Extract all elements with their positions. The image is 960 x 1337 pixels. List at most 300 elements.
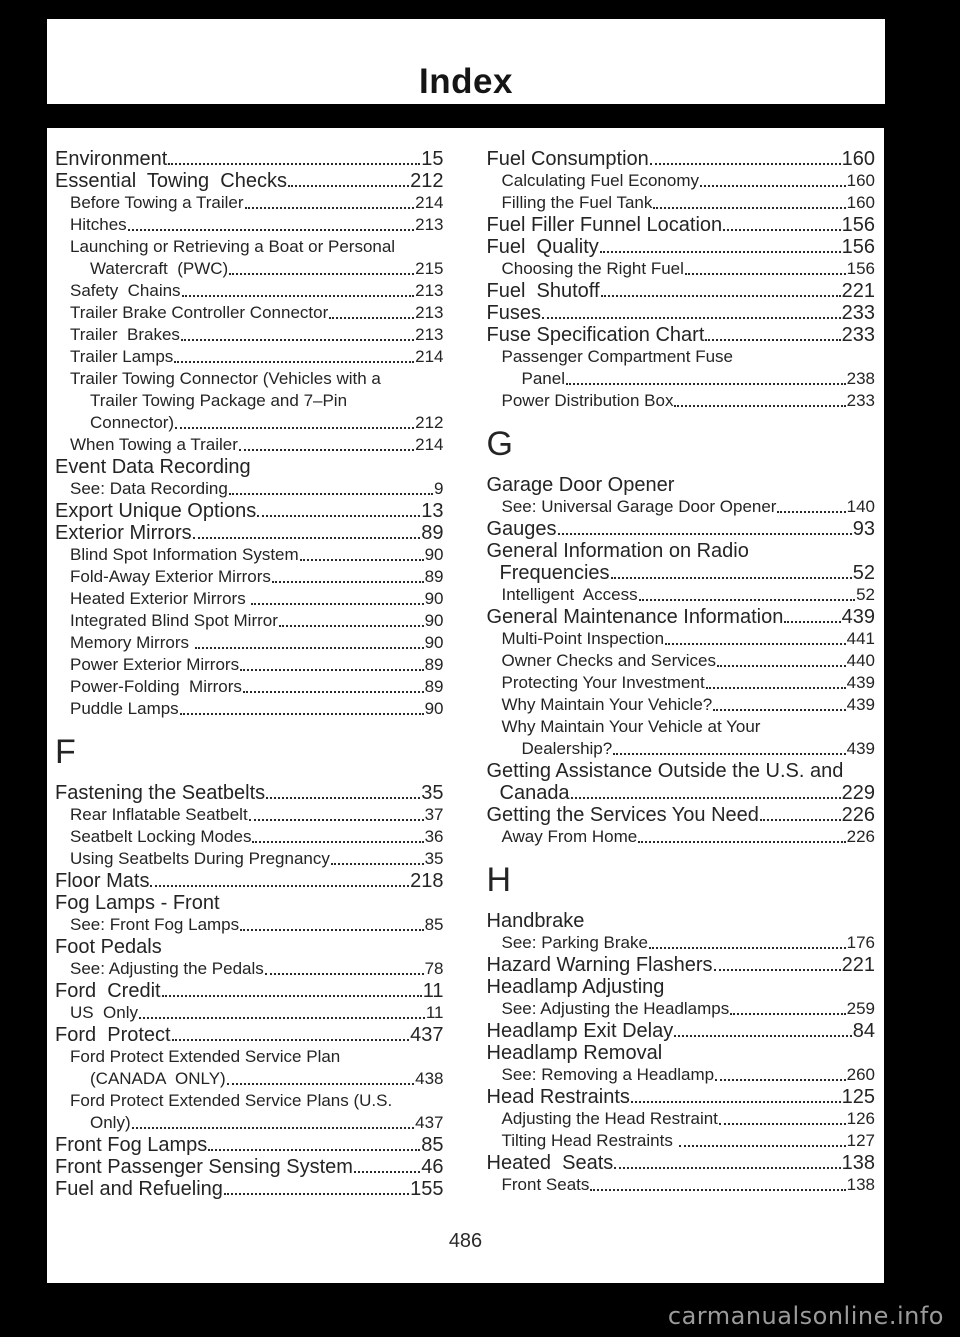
entry-label: Adjusting the Head Restraint — [501, 1109, 718, 1128]
entry-page-number: 212 — [410, 170, 444, 192]
index-entry — [55, 544, 444, 566]
dot-leader — [300, 559, 424, 561]
index-entry — [487, 1086, 876, 1108]
entry-label: See: Adjusting the Headlamps — [501, 999, 730, 1018]
index-entry — [55, 1046, 444, 1068]
entry-label: Heated Exterior Mirrors — [70, 589, 251, 608]
index-entry — [55, 698, 444, 720]
entry-label: See: Removing a Headlamp — [501, 1065, 715, 1084]
entry-label: Front Passenger Sensing System — [55, 1156, 353, 1178]
index-entry — [55, 1134, 444, 1156]
entry-label: Integrated Blind Spot Mirror — [70, 611, 278, 630]
entry-label: Headlamp Adjusting — [486, 976, 665, 998]
section-letter: H — [486, 861, 512, 899]
entry-label: Puddle Lamps — [70, 699, 179, 718]
entry-label: Dealership? — [521, 739, 613, 758]
entry-label: Fuel Shutoff — [486, 280, 600, 302]
entry-page-number: 36 — [424, 827, 444, 846]
index-entry — [55, 522, 444, 544]
dot-leader — [715, 1079, 846, 1081]
entry-label: Trailer Brakes — [70, 325, 180, 344]
dot-leader — [590, 1189, 845, 1191]
index-entry — [55, 848, 444, 870]
entry-label: Fuel Filler Funnel Location — [486, 214, 723, 236]
index-entry — [487, 976, 876, 998]
entry-label: Hazard Warning Flashers — [486, 954, 713, 976]
index-entry — [487, 368, 876, 390]
index-entry — [55, 1156, 444, 1178]
index-columns — [55, 148, 875, 1200]
dot-leader — [631, 1101, 841, 1103]
index-entry — [55, 782, 444, 804]
entry-page-number: 46 — [421, 1156, 444, 1178]
dot-leader — [723, 229, 840, 231]
index-entry — [55, 456, 444, 478]
index-entry — [55, 1024, 444, 1046]
dot-leader — [162, 995, 422, 997]
entry-label: Event Data Recording — [55, 456, 251, 478]
dot-leader — [638, 841, 845, 843]
entry-label: Only) — [90, 1113, 131, 1132]
entry-label: See: Parking Brake — [501, 933, 648, 952]
index-entry — [55, 804, 444, 826]
entry-label: Before Towing a Trailer — [70, 193, 244, 212]
entry-label: Calculating Fuel Economy — [501, 171, 699, 190]
entry-label: Power Distribution Box — [501, 391, 674, 410]
dot-leader — [239, 449, 414, 451]
entry-page-number: 213 — [415, 281, 444, 300]
entry-label: Safety Chains — [70, 281, 181, 300]
dot-leader — [168, 163, 420, 165]
dot-leader — [558, 533, 852, 535]
index-entry — [487, 1020, 876, 1042]
entry-page-number: 238 — [846, 369, 875, 388]
index-entry — [487, 694, 876, 716]
index-entry — [487, 170, 876, 192]
index-entry — [487, 518, 876, 540]
entry-label: Ford Credit — [55, 980, 161, 1002]
entry-page-number: 15 — [421, 148, 444, 170]
dot-leader — [243, 691, 424, 693]
index-entry — [55, 346, 444, 368]
entry-label: Why Maintain Your Vehicle? — [501, 695, 713, 714]
entry-label: Multi-Point Inspection — [501, 629, 665, 648]
entry-label: Watercraft (PWC) — [90, 259, 229, 278]
entry-page-number: 11 — [425, 1003, 444, 1022]
dot-leader — [229, 493, 433, 495]
dot-leader — [614, 1167, 840, 1169]
entry-page-number: 213 — [415, 215, 444, 234]
entry-label: Hitches — [70, 215, 127, 234]
entry-page-number: 127 — [846, 1131, 875, 1150]
index-entry — [55, 1090, 444, 1112]
header-band — [47, 19, 885, 104]
dot-leader — [777, 511, 845, 513]
entry-page-number: 229 — [841, 782, 875, 804]
index-entry — [487, 258, 876, 280]
entry-page-number: 84 — [852, 1020, 875, 1042]
dot-leader — [613, 753, 845, 755]
index-entry — [487, 1064, 876, 1086]
index-entry — [55, 980, 444, 1002]
dot-leader — [705, 339, 840, 341]
dot-leader — [252, 841, 423, 843]
dot-leader — [713, 709, 845, 711]
index-entry — [55, 676, 444, 698]
entry-page-number: 437 — [415, 1113, 444, 1132]
entry-label: Head Restraints — [486, 1086, 630, 1108]
index-entry — [487, 954, 876, 976]
entry-label: Trailer Lamps — [70, 347, 174, 366]
dot-leader — [224, 1193, 409, 1195]
dot-leader — [354, 1171, 420, 1173]
index-entry — [55, 1112, 444, 1134]
dot-leader — [571, 797, 841, 799]
entry-label: Choosing the Right Fuel — [501, 259, 684, 278]
index-entry — [55, 500, 444, 522]
entry-label: Fuse Specification Chart — [486, 324, 705, 346]
entry-page-number: 437 — [410, 1024, 444, 1046]
dot-leader — [272, 581, 424, 583]
index-entry — [55, 654, 444, 676]
entry-page-number: 215 — [415, 259, 444, 278]
index-entry — [55, 148, 444, 170]
entry-label: Launching or Retrieving a Boat or Personal — [70, 237, 396, 256]
dot-leader — [229, 273, 414, 275]
entry-page-number: 214 — [415, 193, 444, 212]
entry-page-number: 176 — [846, 933, 875, 952]
entry-page-number: 439 — [846, 673, 875, 692]
entry-label: Connector) — [90, 413, 175, 432]
entry-label: Exterior Mirrors — [55, 522, 192, 544]
entry-label: When Towing a Trailer — [70, 435, 238, 454]
index-entry — [487, 1152, 876, 1174]
entry-page-number: 214 — [415, 435, 444, 454]
index-entry — [487, 716, 876, 738]
entry-page-number: 85 — [424, 915, 444, 934]
entry-page-number: 90 — [424, 611, 444, 630]
entry-label: Garage Door Opener — [486, 474, 675, 496]
entry-label: Memory Mirrors — [70, 633, 194, 652]
dot-leader — [649, 947, 846, 949]
index-entry — [55, 412, 444, 434]
dot-leader — [208, 1149, 420, 1151]
entry-label: Frequencies — [499, 562, 610, 584]
dot-leader — [128, 229, 414, 231]
entry-page-number: 78 — [424, 959, 444, 978]
dot-leader — [150, 885, 409, 887]
index-column-right — [487, 148, 876, 1200]
index-entry — [487, 1108, 876, 1130]
index-entry — [487, 280, 876, 302]
entry-page-number: 441 — [846, 629, 875, 648]
entry-page-number: 260 — [846, 1065, 875, 1084]
entry-label: Headlamp Exit Delay — [486, 1020, 674, 1042]
entry-page-number: 35 — [424, 849, 444, 868]
index-entry — [487, 540, 876, 562]
index-entry — [55, 566, 444, 588]
entry-label: Fog Lamps - Front — [55, 892, 220, 914]
index-entry — [487, 192, 876, 214]
entry-label: Ford Protect Extended Service Plans (U.S. — [70, 1091, 393, 1110]
page-title: Index — [419, 62, 513, 101]
entry-label: Power-Folding Mirrors — [70, 677, 242, 696]
entry-label: Gauges — [486, 518, 557, 540]
entry-label: Fastening the Seatbelts — [55, 782, 266, 804]
entry-label: Headlamp Removal — [486, 1042, 663, 1064]
index-entry — [487, 584, 876, 606]
dot-leader — [329, 317, 414, 319]
entry-page-number: 93 — [852, 518, 875, 540]
entry-page-number: 213 — [415, 303, 444, 322]
entry-page-number: 155 — [410, 1178, 444, 1200]
index-entry — [55, 302, 444, 324]
dot-leader — [182, 295, 415, 297]
folio-page-number: 486 — [448, 1230, 483, 1252]
entry-page-number: 212 — [415, 413, 444, 432]
entry-page-number: 218 — [410, 870, 444, 892]
dot-leader — [193, 537, 421, 539]
entry-label: Owner Checks and Services — [501, 651, 716, 670]
index-entry — [55, 870, 444, 892]
entry-label: Trailer Towing Connector (Vehicles with a — [70, 369, 381, 388]
entry-page-number: 90 — [424, 699, 444, 718]
index-entry — [55, 914, 444, 936]
entry-label: Fold-Away Exterior Mirrors — [70, 567, 271, 586]
dot-leader — [760, 819, 841, 821]
entry-label: Passenger Compartment Fuse — [501, 347, 733, 366]
index-entry — [55, 324, 444, 346]
entry-label: Getting the Services You Need — [486, 804, 759, 826]
entry-label: Front Seats — [501, 1175, 590, 1194]
entry-label: Panel — [521, 369, 565, 388]
entry-page-number: 221 — [841, 280, 875, 302]
dot-leader — [639, 599, 856, 601]
index-entry — [55, 1068, 444, 1090]
entry-page-number: 438 — [415, 1069, 444, 1088]
dot-leader — [174, 361, 414, 363]
dot-leader — [653, 207, 845, 209]
index-entry — [55, 632, 444, 654]
index-entry — [55, 936, 444, 958]
entry-page-number: 90 — [424, 589, 444, 608]
dot-leader — [331, 863, 424, 865]
index-entry — [55, 280, 444, 302]
index-entry — [55, 958, 444, 980]
entry-page-number: 156 — [846, 259, 875, 278]
dot-leader — [566, 383, 846, 385]
entry-page-number: 233 — [841, 324, 875, 346]
dot-leader — [266, 797, 420, 799]
index-entry — [55, 610, 444, 632]
dot-leader — [700, 185, 846, 187]
entry-page-number: 233 — [841, 302, 875, 324]
index-entry — [487, 148, 876, 170]
index-entry — [55, 170, 444, 192]
dot-leader — [257, 515, 420, 517]
index-entry — [487, 782, 876, 804]
dot-leader — [665, 643, 846, 645]
dot-leader — [650, 163, 841, 165]
index-entry — [55, 214, 444, 236]
entry-label: See: Adjusting the Pedals — [70, 959, 264, 978]
dot-leader — [706, 687, 846, 689]
entry-page-number: 213 — [415, 325, 444, 344]
entry-page-number: 37 — [424, 805, 444, 824]
entry-label: General Information on Radio — [486, 540, 749, 562]
entry-page-number: 439 — [841, 606, 875, 628]
index-entry — [487, 606, 876, 628]
dot-leader — [172, 1039, 410, 1041]
dot-leader — [288, 185, 409, 187]
index-entry — [55, 236, 444, 258]
entry-label: Ford Protect — [55, 1024, 171, 1046]
index-entry — [55, 826, 444, 848]
index-entry — [55, 390, 444, 412]
index-entry — [55, 478, 444, 500]
entry-label: Power Exterior Mirrors — [70, 655, 240, 674]
dot-leader — [180, 713, 424, 715]
index-column-left — [55, 148, 444, 1200]
entry-label: Floor Mats — [55, 870, 150, 892]
index-entry — [487, 628, 876, 650]
entry-label: Trailer Brake Controller Connector — [70, 303, 329, 322]
index-entry — [55, 434, 444, 456]
index-entry — [55, 1002, 444, 1024]
dot-leader — [175, 427, 414, 429]
entry-label: See: Data Recording — [70, 479, 228, 498]
watermark-text: carmanualsonline.info — [667, 1302, 944, 1330]
entry-label: General Maintenance Information — [486, 606, 784, 628]
index-entry — [487, 932, 876, 954]
dot-leader — [730, 1013, 845, 1015]
dot-leader — [249, 819, 424, 821]
entry-page-number: 9 — [434, 479, 444, 498]
dot-leader — [717, 665, 846, 667]
index-entry — [487, 236, 876, 258]
index-entry — [487, 998, 876, 1020]
entry-label: Ford Protect Extended Service Plan — [70, 1047, 341, 1066]
index-entry — [487, 562, 876, 584]
entry-page-number: 160 — [846, 193, 875, 212]
entry-page-number: 439 — [846, 695, 875, 714]
entry-label: Trailer Towing Package and 7–Pin — [90, 391, 348, 410]
entry-page-number: 89 — [424, 567, 444, 586]
dot-leader — [181, 339, 414, 341]
entry-page-number: 156 — [841, 236, 875, 258]
entry-page-number: 140 — [846, 497, 875, 516]
entry-page-number: 221 — [841, 954, 875, 976]
section-letter: G — [486, 425, 513, 463]
entry-label: Fuel Consumption — [486, 148, 649, 170]
section-letter: F — [55, 733, 76, 771]
entry-label: Why Maintain Your Vehicle at Your — [501, 717, 761, 736]
entry-label: Heated Seats — [486, 1152, 614, 1174]
dot-leader — [245, 207, 415, 209]
entry-label: (CANADA ONLY) — [90, 1069, 226, 1088]
entry-label: Using Seatbelts During Pregnancy — [70, 849, 330, 868]
entry-page-number: 138 — [841, 1152, 875, 1174]
index-entry — [55, 192, 444, 214]
dot-leader — [240, 669, 423, 671]
index-entry — [487, 1174, 876, 1196]
entry-label: See: Universal Garage Door Opener — [501, 497, 777, 516]
entry-label: Foot Pedals — [55, 936, 162, 958]
dot-leader — [601, 295, 841, 297]
dot-leader — [240, 929, 423, 931]
dot-leader — [674, 1035, 852, 1037]
index-entry — [487, 672, 876, 694]
dot-leader — [674, 405, 845, 407]
entry-label: Blind Spot Information System — [70, 545, 299, 564]
index-entry — [55, 588, 444, 610]
dot-leader — [227, 1083, 414, 1085]
index-entry — [487, 324, 876, 346]
entry-label: Front Fog Lamps — [55, 1134, 208, 1156]
dot-leader — [784, 621, 840, 623]
entry-page-number: 90 — [424, 633, 444, 652]
entry-label: Fuel and Refueling — [55, 1178, 223, 1200]
dot-leader — [714, 969, 841, 971]
entry-page-number: 13 — [421, 500, 444, 522]
entry-page-number: 35 — [421, 782, 444, 804]
entry-page-number: 89 — [421, 522, 444, 544]
entry-page-number: 52 — [856, 585, 875, 604]
dot-leader — [195, 647, 424, 649]
index-entry — [487, 1130, 876, 1152]
index-entry — [487, 760, 876, 782]
entry-page-number: 233 — [846, 391, 875, 410]
entry-page-number: 89 — [424, 655, 444, 674]
index-page — [47, 128, 884, 1283]
entry-page-number: 160 — [841, 148, 875, 170]
entry-label: US Only — [70, 1003, 139, 1022]
entry-page-number: 440 — [846, 651, 875, 670]
index-entry — [487, 738, 876, 760]
entry-page-number: 138 — [846, 1175, 875, 1194]
entry-label: Intelligent Access — [501, 585, 638, 604]
entry-label: Fuses — [486, 302, 541, 324]
entry-page-number: 126 — [846, 1109, 875, 1128]
dot-leader — [139, 1017, 425, 1019]
entry-page-number: 11 — [422, 980, 444, 1002]
dot-leader — [265, 973, 424, 975]
entry-label: Essential Towing Checks — [55, 170, 287, 192]
index-entry — [487, 346, 876, 368]
entry-page-number: 85 — [421, 1134, 444, 1156]
entry-label: Seatbelt Locking Modes — [70, 827, 252, 846]
entry-page-number: 214 — [415, 347, 444, 366]
index-entry — [55, 1178, 444, 1200]
index-entry — [55, 368, 444, 390]
dot-leader — [679, 1145, 846, 1147]
entry-label: Filling the Fuel Tank — [501, 193, 653, 212]
dot-leader — [542, 317, 841, 319]
entry-label: Handbrake — [486, 910, 585, 932]
index-entry — [487, 474, 876, 496]
index-entry — [487, 390, 876, 412]
entry-label: See: Front Fog Lamps — [70, 915, 240, 934]
dot-leader — [251, 603, 423, 605]
entry-page-number: 52 — [852, 562, 875, 584]
entry-page-number: 160 — [846, 171, 875, 190]
entry-label: Tilting Head Restraints — [501, 1131, 678, 1150]
entry-page-number: 259 — [846, 999, 875, 1018]
entry-page-number: 226 — [846, 827, 875, 846]
index-entry — [55, 892, 444, 914]
dot-leader — [719, 1123, 846, 1125]
dot-leader — [600, 251, 841, 253]
